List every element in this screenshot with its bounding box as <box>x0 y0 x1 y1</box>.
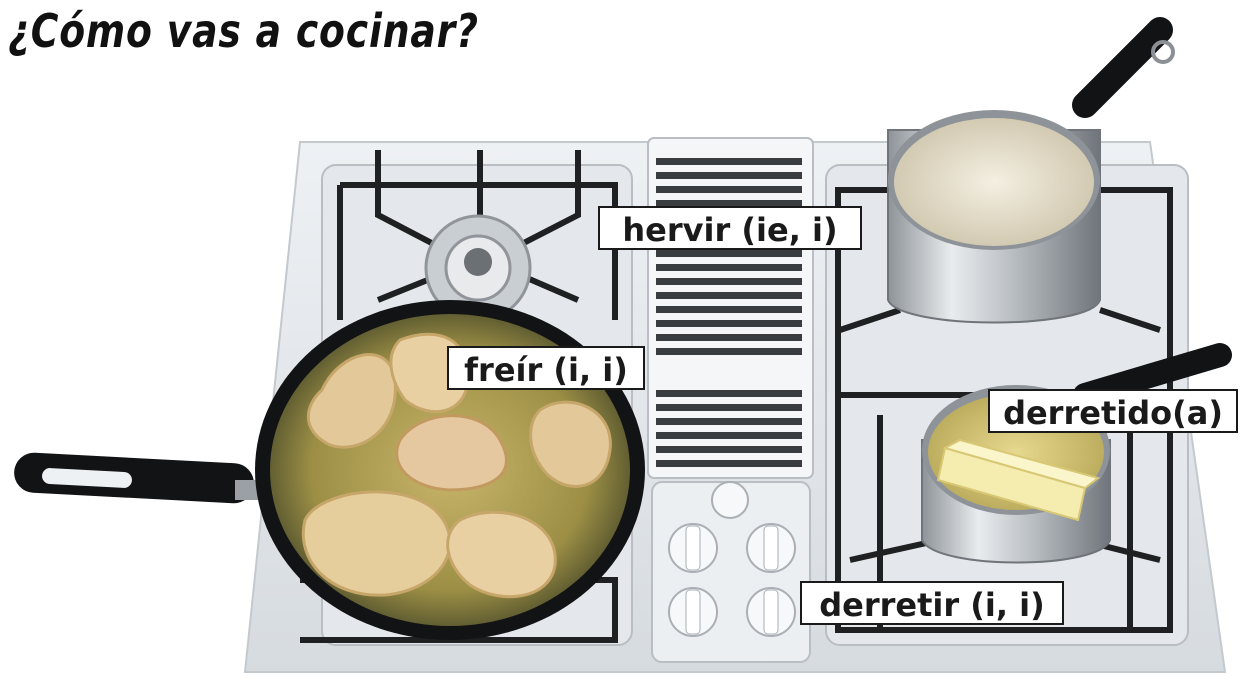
control-knobs <box>652 482 810 662</box>
label-hervir: hervir (ie, i) <box>598 206 862 250</box>
page-title: ¿Cómo vas a cocinar? <box>8 4 479 58</box>
vent-grille <box>656 158 802 467</box>
label-derretir: derretir (i, i) <box>800 581 1064 625</box>
label-derretido: derretido(a) <box>988 389 1238 433</box>
label-freir: freír (i, i) <box>447 346 645 390</box>
